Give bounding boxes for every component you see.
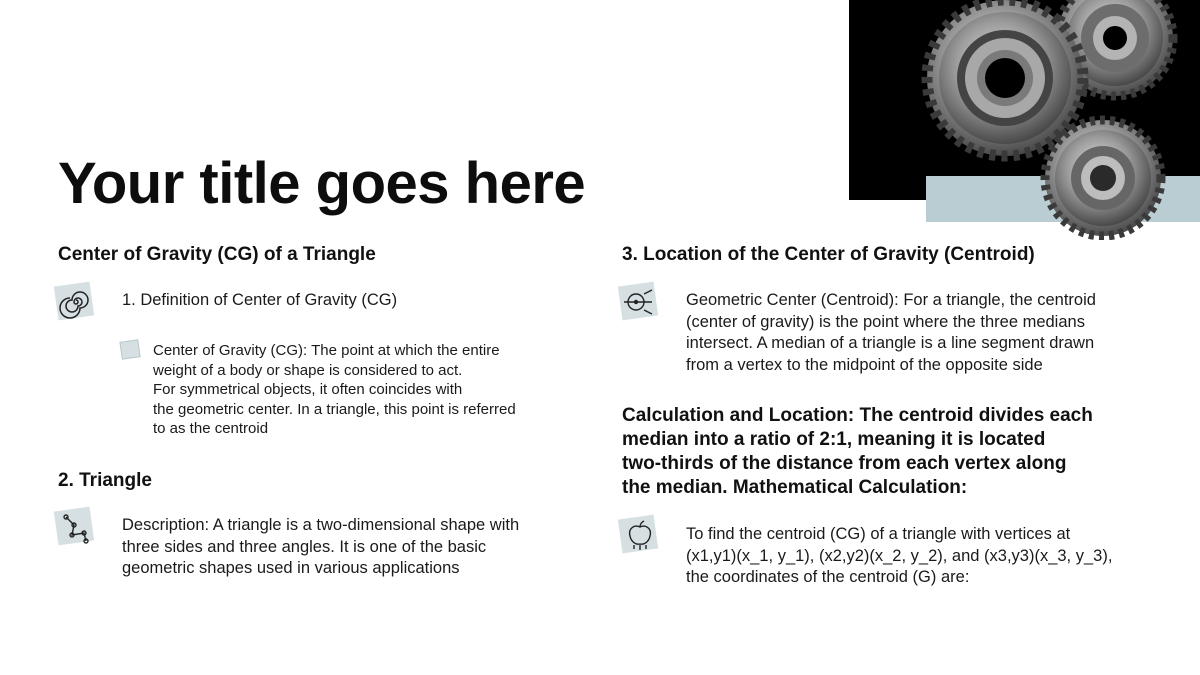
text-line: Description: A triangle is a two-dimensional shape with: [122, 516, 520, 534]
centroid-formula-intro: [686, 524, 1186, 589]
text-line: For symmetrical objects, it often coincides with: [153, 381, 463, 398]
text-line: two-thirds of the distance from each vertex along: [622, 453, 1067, 474]
text-line: Calculation and Location: The centroid divides each: [622, 405, 1093, 426]
text-line: Center of Gravity (CG): The point at which the entire: [153, 342, 500, 359]
right-heading: 3. Location of the Center of Gravity (Centroid): [622, 244, 1035, 265]
slide-title: Your title goes here: [58, 151, 586, 216]
text-line: from a vertex to the midpoint of the opposite side: [686, 355, 1043, 374]
text-line: the geometric center. In a triangle, this point is referred: [153, 400, 516, 418]
definition-item-label: 1. Definition of Center of Gravity (CG): [122, 291, 398, 309]
text-line: (x1,y1)(x_1, y_1), (x2,y2)(x_2, y_2), and (x3,y3)(x_3, y_3),: [686, 546, 1113, 565]
cg-definition-text: [153, 341, 573, 439]
centroid-definition: [686, 290, 1186, 376]
spiral-icon: [52, 280, 100, 324]
text-line: intersect. A median of a triangle is a line segment drawn: [686, 334, 1095, 352]
geometry-icon: [616, 280, 664, 324]
text-line: median into a ratio of 2:1, meaning it is located: [622, 429, 1046, 450]
text-line: To find the centroid (CG) of a triangle with vertices at: [686, 525, 1071, 543]
text-line: weight of a body or shape is considered to act.: [153, 361, 463, 379]
text-line: geometric shapes used in various applications: [122, 559, 460, 577]
text-line: the median. Mathematical Calculation:: [622, 477, 968, 498]
triangle-description: [122, 515, 572, 580]
left-heading: Center of Gravity (CG) of a Triangle: [58, 244, 376, 265]
triangle-heading: 2. Triangle: [58, 470, 152, 491]
text-line: three sides and three angles. It is one of the basic: [122, 537, 487, 556]
text-line: the coordinates of the centroid (G) are:: [686, 568, 970, 586]
square-icon: [118, 338, 144, 362]
apple-icon: [616, 513, 664, 557]
text-line: Geometric Center (Centroid): For a triangle, the centroid: [686, 291, 1096, 309]
text-line: to as the centroid: [153, 420, 269, 437]
text-line: (center of gravity) is the point where the three medians: [686, 312, 1085, 331]
calculation-paragraph: [622, 404, 1162, 500]
constellation-icon: [52, 505, 100, 549]
gears-image: [900, 0, 1200, 240]
